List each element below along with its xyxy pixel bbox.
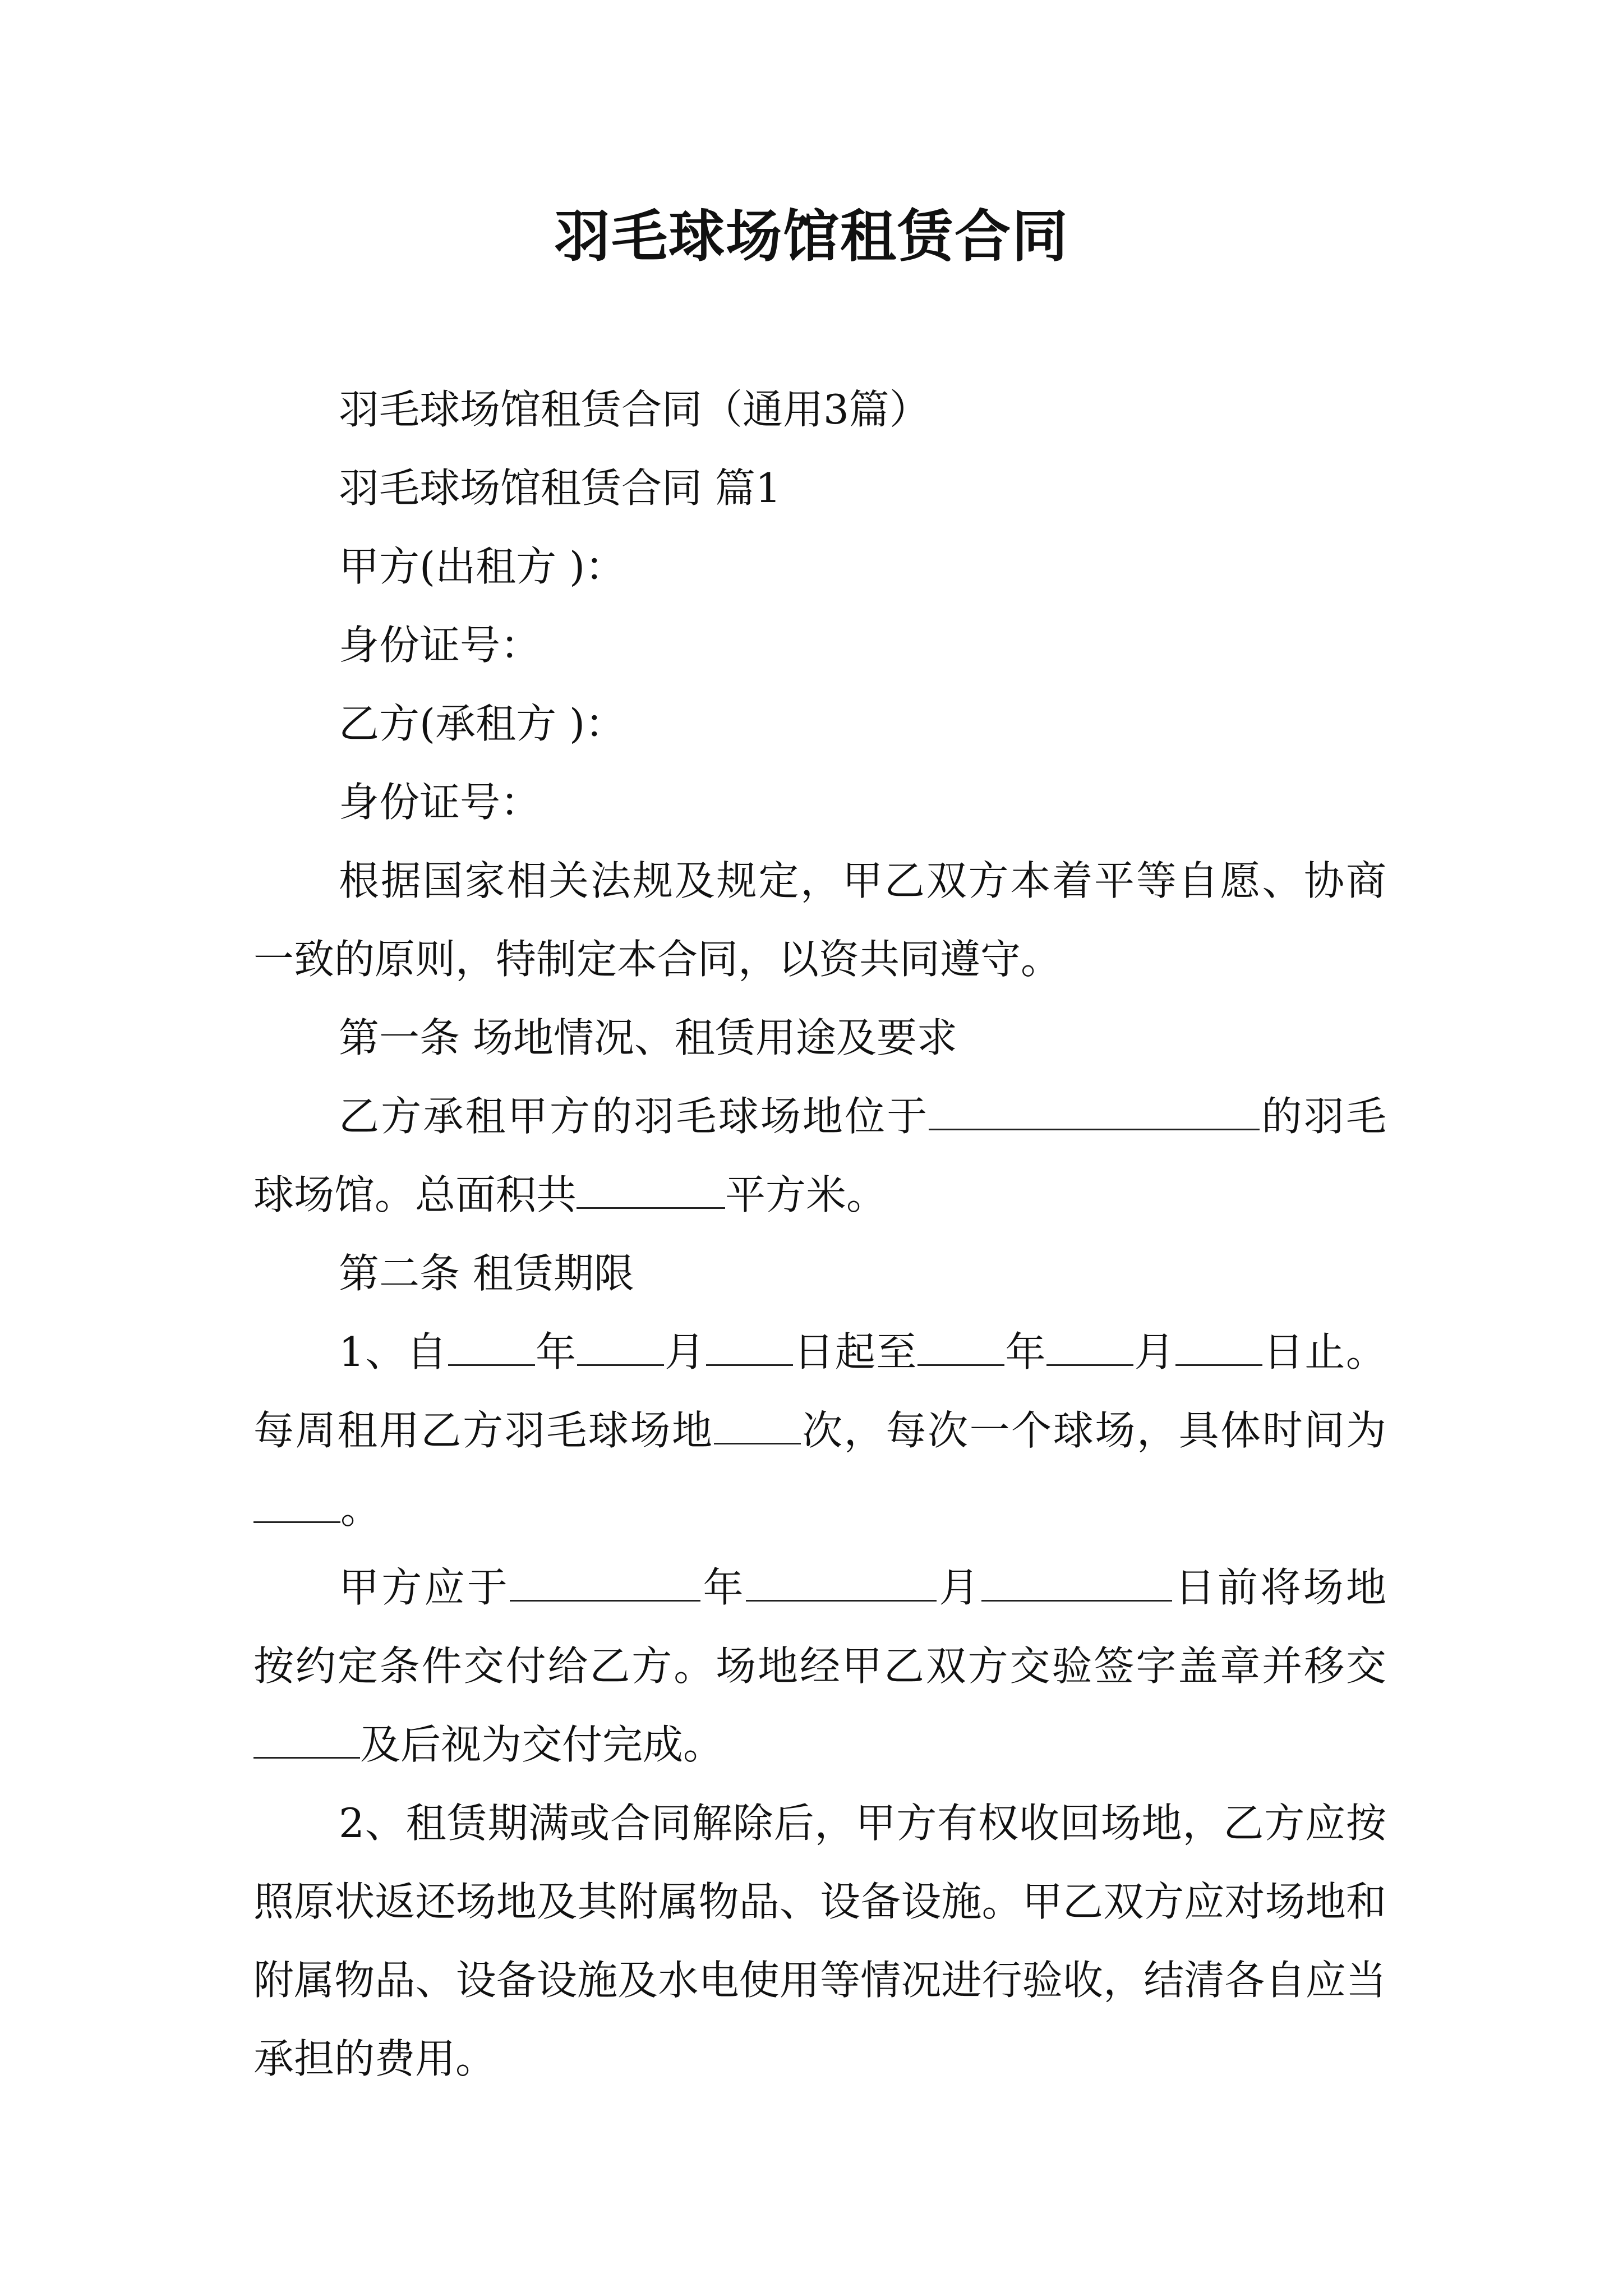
party-b-line: 乙方(承租方 )： xyxy=(339,700,626,747)
year-label: 年 xyxy=(1004,1328,1047,1375)
clause-1-end: 。 xyxy=(340,1485,381,1533)
article-1-paragraph xyxy=(253,1077,1386,1234)
intro-paragraph: 根据国家相关法规及规定，甲乙双方本着平等自愿、协商一致的原则，特制定本合同，以资共同遵守。 xyxy=(253,857,1386,983)
delivery-middle: 日前将场地按约定条件交付给乙方。场地经甲乙双方交验签字盖章并移交 xyxy=(253,1564,1386,1690)
article-1-text-part1: 乙方承租甲方的羽毛球场地位于 xyxy=(339,1093,929,1140)
delivery-year-label: 年 xyxy=(700,1564,746,1611)
year-label: 年 xyxy=(534,1328,577,1375)
end-month-blank xyxy=(1046,1329,1133,1366)
article-1-heading: 第一条 场地情况、租赁用途及要求 xyxy=(339,1014,957,1061)
document-body xyxy=(253,370,1386,2098)
times-label: 次，每次一个球场，具体时间为 xyxy=(800,1407,1386,1454)
start-day-blank xyxy=(706,1329,793,1366)
section-heading: 羽毛球场馆租赁合同 篇1 xyxy=(339,464,781,512)
delivery-end: 及后视为交付完成。 xyxy=(360,1721,724,1768)
subtitle: 羽毛球场馆租赁合同（通用3篇） xyxy=(339,386,930,433)
party-a-id-line: 身份证号： xyxy=(339,622,541,669)
time-blank xyxy=(253,1487,340,1523)
day-from-label: 日起至 xyxy=(792,1328,917,1375)
end-day-blank xyxy=(1175,1329,1262,1366)
handover-blank xyxy=(253,1722,360,1759)
party-a-line: 甲方(出租方 )： xyxy=(339,543,626,590)
location-blank xyxy=(929,1094,1260,1130)
clause-1-paragraph xyxy=(253,1313,1386,1548)
delivery-start: 甲方应于 xyxy=(339,1564,510,1611)
article-1-text-part2: 的羽毛球场馆。总面积共 xyxy=(253,1093,1386,1218)
area-blank xyxy=(577,1172,725,1209)
delivery-month-label: 月 xyxy=(936,1564,982,1611)
start-month-blank xyxy=(577,1329,664,1366)
article-2-heading: 第二条 租赁期限 xyxy=(339,1250,634,1297)
party-b-id-line: 身份证号： xyxy=(339,779,541,826)
delivery-paragraph xyxy=(253,1548,1386,1784)
document-title: 羽毛球场馆租赁合同 xyxy=(554,203,1069,269)
delivery-year-blank xyxy=(510,1565,700,1602)
month-label: 月 xyxy=(663,1328,706,1375)
delivery-day-blank xyxy=(981,1565,1172,1602)
clause-2-paragraph: 2、租赁期满或合同解除后，甲方有权收回场地，乙方应按照原状返还场地及其附属物品、设备设施。甲乙双方应对场地和附属物品、设备设施及水电使用等情况进行验收，结清各自应当承担的费用。 xyxy=(253,1800,1386,2082)
delivery-month-blank xyxy=(746,1565,937,1602)
day-to-label: 日止。每周租用乙方羽毛球场地 xyxy=(253,1328,1386,1454)
month-label: 月 xyxy=(1133,1328,1176,1375)
end-year-blank xyxy=(917,1329,1004,1366)
start-year-blank xyxy=(448,1329,535,1366)
times-blank xyxy=(714,1408,801,1444)
article-1-text-part3: 平方米。 xyxy=(725,1171,887,1218)
clause-1-start: 1、自 xyxy=(339,1328,448,1375)
